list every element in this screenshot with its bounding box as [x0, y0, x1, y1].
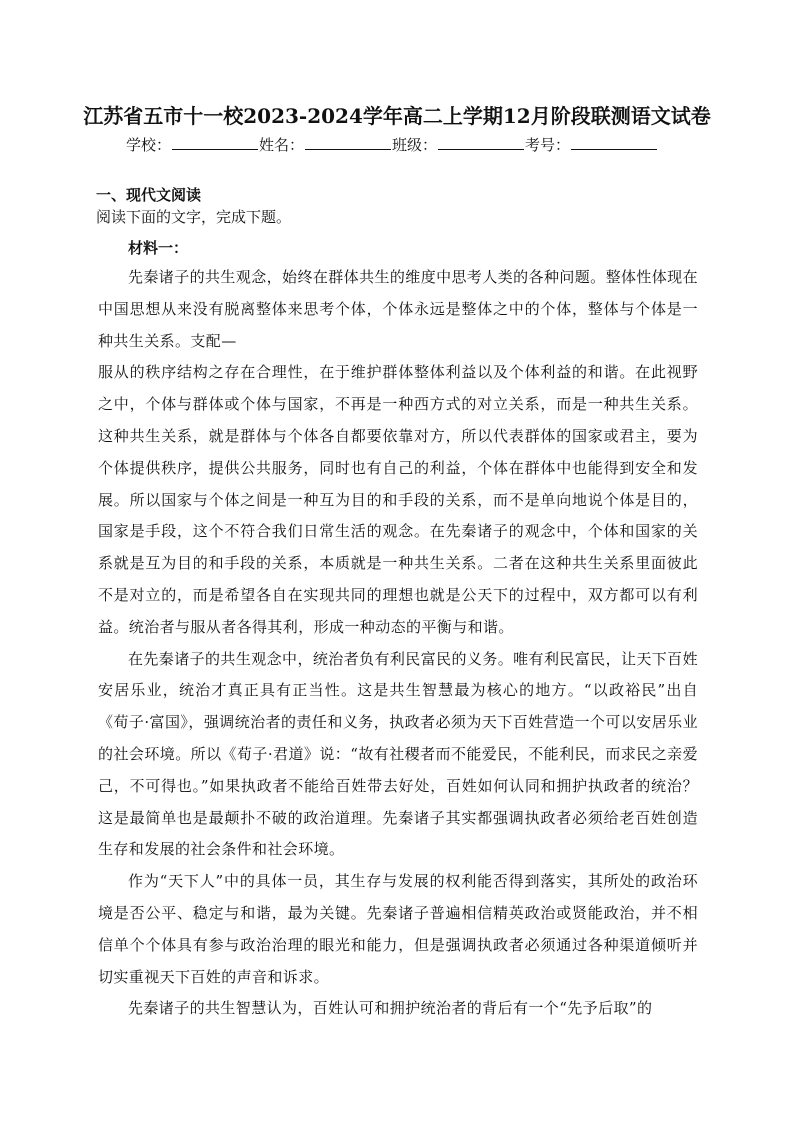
reading-instruction: 阅读下面的文字，完成下题。	[96, 208, 292, 226]
paragraph-4: 作为“天下人”中的具体一员，其生存与发展的权利能否得到落实，其所处的政治环境是否公平、稳定与和谐，最为关键。先秦诸子普遍相信精英政治或贤能政治，并不相信单个个体具有参与政治治理的眼光和能力，但是强调执政者必须通过各种渠道倾听并切实重视天下百姓的声音和诉求。	[98, 872, 698, 986]
school-label: 学校：	[126, 136, 172, 154]
class-label: 班级：	[392, 136, 438, 154]
name-blank	[305, 134, 391, 150]
paragraph-3: 在先秦诸子的共生观念中，统治者负有利民富民的义务。唯有利民富民，让天下百姓安居乐业，统治才真正具有正当性。这是共生智慧最为核心的地方。“以政裕民”出自《荀子·富国》，强调统治者的责任和义务，执政者必须为天下百姓营造一个可以安居乐业的社会环境。所以《荀子·君道》说：“故有社稷者而不能爱民，不能利民，而求民之亲爱己，不可得也。”如果执政者不能给百姓带去好处，百姓如何认同和拥护执政者的统治？这是最简单也是最颠扑不破的政治道理。先秦诸子其实都强调执政者必须给老百姓创造生存和发展的社会条件和社会环境。	[98, 649, 698, 859]
page-title: 江苏省五市十一校2023-2024学年高二上学期12月阶段联测语文试卷	[83, 104, 711, 128]
section-heading: 一、现代文阅读	[96, 186, 202, 204]
reading-passage	[98, 262, 698, 1025]
student-info-line	[126, 134, 686, 155]
paragraph-5: 先秦诸子的共生智慧认为，百姓认可和拥护统治者的背后有一个“先予后取”的	[128, 999, 653, 1018]
class-blank	[438, 134, 524, 150]
exam-no-blank	[571, 134, 657, 150]
paragraph-1: 先秦诸子的共生观念，始终在群体共生的维度中思考人类的各种问题。整体性体现在中国思想从来没有脱离整体来思考个体，个体永远是整体之中的个体，整体与个体是一种共生关系。支配—	[98, 268, 698, 350]
exam-no-label: 考号：	[525, 136, 571, 154]
material-label: 材料一：	[128, 239, 189, 257]
name-label: 姓名：	[259, 136, 305, 154]
paragraph-2: 服从的秩序结构之存在合理性，在于维护群体整体利益以及个体利益的和谐。在此视野之中，个体与群体或个体与国家，不再是一种西方式的对立关系，而是一种共生关系。这种共生关系，就是群体与个体各自都要依靠对方，所以代表群体的国家或君主，要为个体提供秩序，提供公共服务，同时也有自己的利益，个体在群体中也能得到安全和发展。所以国家与个体之间是一种互为目的和手段的关系，而不是单向地说个体是目的，国家是手段，这个不符合我们日常生活的观念。在先秦诸子的观念中，个体和国家的关系就是互为目的和手段的关系，本质就是一种共生关系。二者在这种共生关系里面彼此不是对立的，而是希望各自在实现共同的理想也就是公天下的过程中，双方都可以有利益。统治者与服从者各得其利，形成一种动态的平衡与和谐。	[98, 363, 698, 636]
school-blank	[172, 134, 258, 150]
